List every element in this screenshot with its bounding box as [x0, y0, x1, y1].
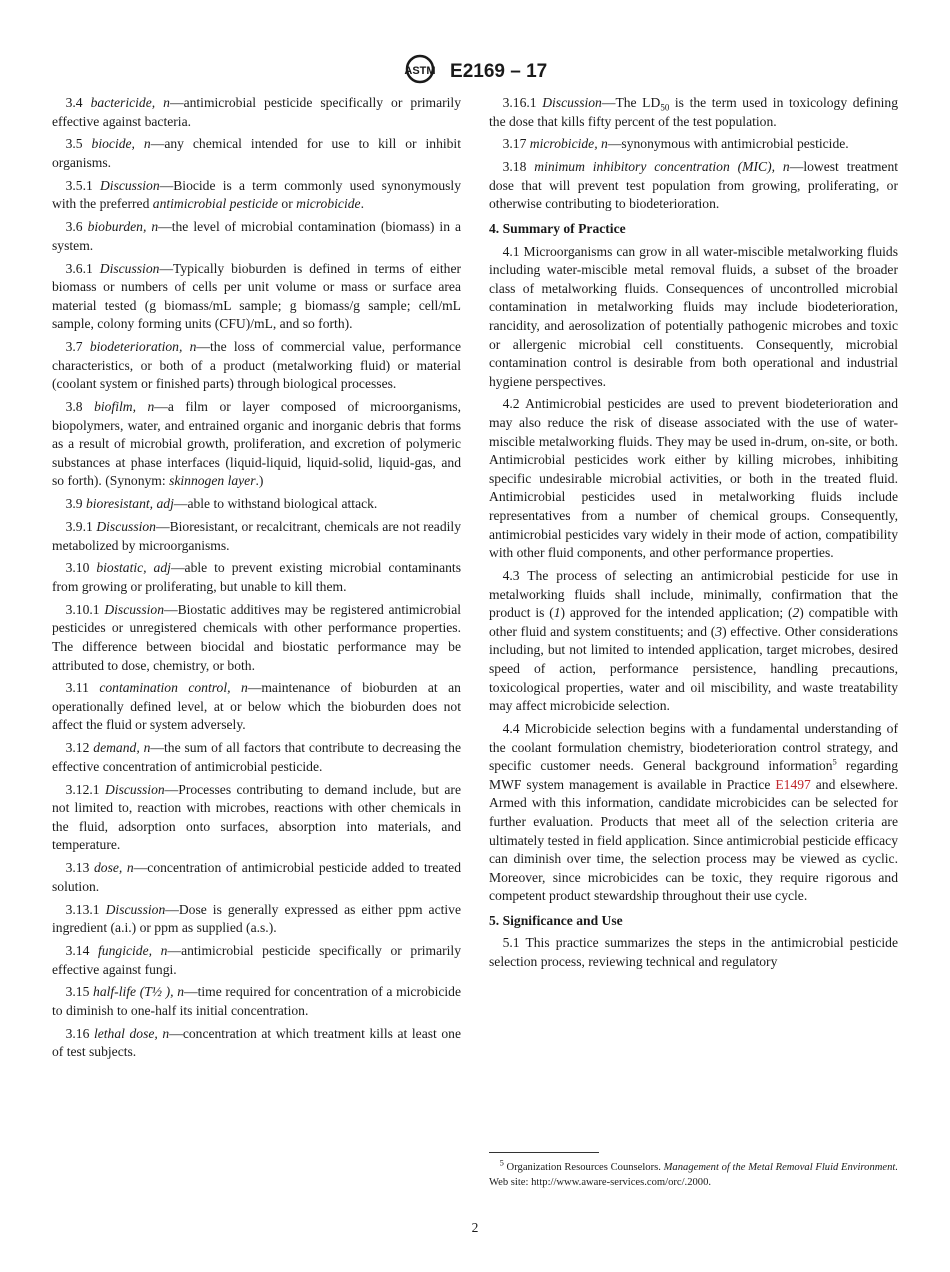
text: ) compatible with other fluid and system constituents; and (	[489, 605, 898, 639]
standard-link[interactable]: E1497	[775, 776, 811, 792]
footnote-ref[interactable]: 5	[832, 756, 837, 767]
text: —Dose is generally expressed as either ppm active ingredient (a.i.) or ppm as supplied (a.s.).	[52, 901, 461, 936]
paragraph-3-4	[52, 94, 461, 131]
section-number: 3.6	[65, 219, 88, 235]
text: Microbicide selection begins with a fundamental understanding of the coolant formulation chemistry, biodeterioration control strategy, and specific customer needs. General background information	[489, 720, 898, 774]
term: Discussion	[542, 95, 602, 110]
term: bioresistant, adj	[85, 496, 174, 512]
term: Discussion	[96, 518, 156, 534]
text: —antimicrobial pesticide specifically or primarily effective against fungi.	[52, 942, 461, 977]
text: —synonymous with antimicrobial pesticide.	[607, 136, 849, 152]
text: —the sum of all factors that contribute to decreasing the effective concentration of antimicrobial pesticide.	[52, 740, 462, 774]
text: The process of selecting an antimicrobial pesticide for use in metalworking fluids shall include, minimally, confirmation that the product is (	[489, 568, 898, 621]
text: This practice summarizes the steps in the antimicrobial pesticide selection process, reviewing technical and regulatory	[489, 935, 898, 970]
right-column	[489, 94, 898, 976]
paragraph-3-16-1	[489, 94, 898, 131]
term: dose, n	[93, 860, 134, 876]
text: —Bioresistant, or recalcitrant, chemicals are not readily metabolized by microorganisms.	[52, 518, 461, 553]
section-number: 3.6.1	[65, 260, 100, 276]
footnote-divider	[489, 1152, 599, 1153]
paragraph-3-15	[52, 983, 461, 1020]
page-header	[0, 54, 950, 90]
paragraph-3-12-1	[52, 781, 461, 855]
term: minimum inhibitory concentration (MIC), n	[534, 159, 790, 175]
term: contamination control, n	[99, 680, 248, 696]
paragraph-3-8	[52, 398, 461, 491]
section-number: 3.15	[65, 984, 94, 1000]
text: —concentration of antimicrobial pesticide added to treated solution.	[52, 860, 461, 894]
term: fungicide, n	[98, 942, 168, 958]
term: antimicrobial pesticide	[152, 196, 278, 212]
text: —able to withstand biological attack.	[173, 496, 378, 512]
astm-logo-icon	[403, 54, 437, 90]
text: Antimicrobial pesticides are used to prevent biodeterioration and may also reduce the risk of disease associated with the use of water-miscible metalworking fluids. They may be used in-drum, on-site, or both. Antimicrobial pesticides work either by killing microbes, inhibiting specific undesirable microbial activities, or both in the treated fluid. Antimicrobial pesticides used in metalworking fluids include representatives from a number of chemical groups. Consequently, antimicrobial pesticides vary widely in their mode of action, compatibility with other fluid components, and other performance properties.	[489, 396, 899, 561]
term: demand, n	[93, 740, 151, 756]
section-heading: 4. Summary of Practice	[489, 220, 626, 236]
paragraph-3-9	[52, 495, 461, 514]
term: microbicide, n	[529, 136, 608, 152]
term: microbicide	[296, 196, 361, 212]
paragraph-3-7	[52, 338, 461, 394]
text: —Processes contributing to demand include, but are not limited to, reaction with microbes, reactions with other chemicals in the fluid, adsorption onto surfaces, absorption into materials, and temperature.	[52, 781, 461, 853]
text: —antimicrobial pesticide specifically or primarily effective against bacteria.	[52, 95, 461, 129]
term: Discussion	[99, 177, 160, 193]
text: is the term used in toxicology defining the dose that kills fifty percent of the test population.	[489, 95, 899, 129]
text: —Biostatic additives may be registered antimicrobial pesticides or unregistered chemicals with other performance properties. The difference between biocidal and biostatic performance may be attributed to dose, chemistry, or both.	[52, 601, 461, 673]
paragraph-3-14	[52, 942, 461, 979]
section-number: 3.5.1	[65, 177, 100, 193]
section-number: 3.12.1	[65, 781, 105, 797]
term: Discussion	[104, 601, 164, 617]
paragraph-3-12	[52, 739, 461, 776]
footnote-title: Management of the Metal Removal Fluid Environment.	[663, 1162, 898, 1173]
paragraph-5-1	[489, 934, 898, 971]
text: —a film or layer composed of microorganisms, biopolymers, water, and entrained organic and inorganic debris that forms as a result of microbial growth, proliferation, and excretion of polymeric substances at phase interfaces (liquid-liquid, liquid-solid, liquid-gas, and so forth). (Synonym:	[52, 399, 461, 489]
section-number: 4.1	[502, 243, 524, 259]
paragraph-3-13-1	[52, 901, 461, 938]
section-number: 5.1	[502, 935, 526, 951]
text: or	[278, 196, 297, 212]
term: skinnogen layer	[169, 473, 256, 489]
footnote-text: Organization Resources Counselors.	[503, 1162, 664, 1173]
text: and elsewhere. Armed with this information, candidate microbicides can be selected for further evaluation. Products that meet all of the selection criteria are ultimately tested in field application. Since antimicrobial pesticide efficacy can diminish over time, the selection process may be viewed as cyclic. Moreover, since microbicides can be toxic, they require rigorous and competent product stewardship throughout their use cycle.	[489, 776, 898, 904]
term: biostatic, adj	[96, 560, 171, 576]
paragraph-3-9-1	[52, 518, 461, 555]
term: 2	[792, 605, 800, 621]
paragraph-3-11	[52, 679, 461, 735]
text: 50	[660, 102, 670, 113]
section-number: 3.17	[502, 136, 530, 152]
section-number: 3.11	[65, 680, 100, 696]
term: bactericide, n	[90, 95, 170, 110]
footnote-mark: 5	[499, 1157, 504, 1168]
term: bioburden, n	[87, 219, 159, 235]
term: Discussion	[105, 781, 165, 797]
paragraph-3-10-1	[52, 601, 461, 675]
section-number: 4.4	[502, 720, 525, 736]
text: Microorganisms can grow in all water-miscible metalworking fluids including water-miscible metal removal fluids, a subset of the broader class of metalworking fluids. Consequences of uncontrolled microbial contamination in metalworking fluids may include biodeterioration, rancidity, and aerosolization of potentially pathogenic microbes and toxic or allergenic microbial cell constituents. Consequently, microbial contamination control is desirable from both operational and industrial hygiene perspectives.	[489, 243, 899, 389]
section-number: 4.2	[502, 396, 526, 412]
term: biodeterioration, n	[89, 339, 197, 355]
section-heading: 5. Significance and Use	[489, 912, 623, 928]
svg-text:ASTM: ASTM	[404, 65, 436, 77]
term: Discussion	[99, 260, 160, 276]
text: —the level of microbial contamination (biomass) in a system.	[52, 219, 462, 253]
section-number: 3.13	[65, 860, 94, 876]
text: ) effective. Other considerations including, but not limited to intended application, target microbes, desired speed of action, performance persistence, handling precautions, toxicological properties, water and oil miscibility, and waste treatability may affect microbicide selection.	[489, 623, 898, 714]
text: —lowest treatment dose that will prevent test population from growing, proliferating, or otherwise contributing to biodeterioration.	[489, 159, 899, 212]
paragraph-4-3	[489, 567, 898, 716]
document-designation: E2169 – 17	[450, 61, 548, 83]
section-number: 3.4	[65, 95, 91, 110]
footnote	[489, 1157, 898, 1190]
term: Discussion	[105, 901, 166, 917]
text: regarding MWF system management is available in Practice	[489, 758, 899, 792]
section-number: 3.12	[65, 740, 94, 756]
paragraph-3-10	[52, 559, 461, 596]
section-number: 3.9.1	[65, 518, 97, 534]
text: .)	[255, 473, 264, 489]
text: —able to prevent existing microbial contaminants from growing or proliferating, but unable to kill them.	[52, 560, 461, 594]
left-column	[52, 94, 461, 1066]
text: —time required for concentration of a microbicide to diminish to one-half its initial concentration.	[52, 984, 461, 1018]
text: —Biocide is a term commonly used synonymously with the preferred	[52, 177, 461, 212]
section-number: 3.16	[65, 1025, 94, 1041]
section-number: 3.10.1	[65, 601, 105, 617]
text: .	[360, 196, 364, 212]
paragraph-4-2	[489, 395, 898, 562]
paragraph-3-17	[489, 135, 898, 154]
term: biocide, n	[91, 136, 151, 152]
page-number: 2	[471, 1220, 479, 1235]
section-number: 3.16.1	[502, 95, 543, 110]
section-number: 3.9	[65, 496, 86, 512]
term: 1	[553, 605, 561, 621]
section-number: 4.3	[502, 568, 528, 583]
footnote-url[interactable]: Web site: http://www.aware-services.com/orc/.2000.	[489, 1176, 712, 1188]
paragraph-3-13	[52, 859, 461, 896]
paragraph-3-5-1	[52, 177, 461, 214]
section-number: 3.5	[65, 136, 92, 152]
paragraph-4-1	[489, 243, 898, 392]
text: ) approved for the intended application; (	[560, 605, 793, 621]
section-number: 3.13.1	[65, 901, 106, 917]
text: —concentration at which treatment kills at least one of test subjects.	[52, 1025, 462, 1060]
paragraph-4-4	[489, 720, 898, 906]
term: biofilm, n	[94, 399, 155, 415]
section-number: 3.7	[65, 339, 90, 355]
text: —maintenance of bioburden at an operationally defined level, at or below which the bioburden does not affect the fluid or system adversely.	[52, 680, 461, 733]
text: —The LD	[601, 95, 661, 110]
section-number: 3.8	[65, 399, 95, 415]
paragraph-3-16	[52, 1025, 461, 1062]
paragraph-3-5	[52, 135, 461, 172]
section-number: 3.10	[65, 560, 97, 576]
term: lethal dose, n	[93, 1025, 170, 1041]
section-number: 3.14	[65, 942, 99, 958]
term: 3	[715, 623, 723, 639]
term: half-life (T½ ), n	[93, 984, 184, 1000]
text: —the loss of commercial value, performance characteristics, or both of a product (metalworking fluid) or material (coolant system or finished parts) through biological processes.	[52, 339, 461, 392]
text: —Typically bioburden is defined in terms of either biomass or numbers of cells per unit volume or mass or surface area material tested (g biomass/mL sample; g biomass/g sample; cell/mL sample, colony forming units (CFU)/mL, and so forth).	[52, 260, 461, 332]
text: —any chemical intended for use to kill or inhibit organisms.	[52, 136, 461, 170]
paragraph-3-6-1	[52, 260, 461, 334]
paragraph-3-6	[52, 218, 461, 255]
paragraph-3-18	[489, 158, 898, 214]
section-number: 3.18	[502, 159, 535, 175]
